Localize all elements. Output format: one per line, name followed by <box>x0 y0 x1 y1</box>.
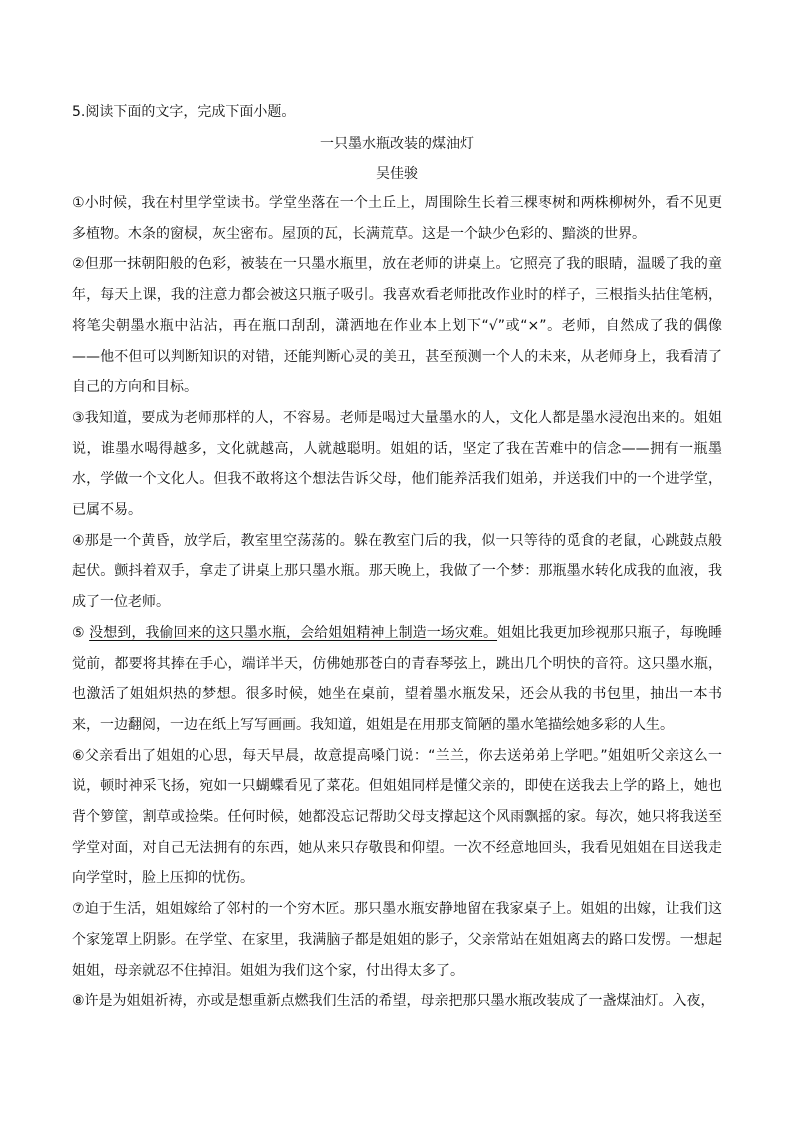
paragraph-6: ⑥父亲看出了姐姐的心思，每天早晨，故意提高嗓门说：“兰兰，你去送弟弟上学吧。”姐姐听父亲这么一说，顿时神采飞扬，宛如一只蝴蝶看见了菜花。但姐姐同样是懂父亲的，即使在送我去上学的路上，她也背个箩筐，割草或捡柴。任何时候，她都没忘记帮助父母支撑起这个风雨飘摇的家。每次，她只将我送至学堂对面，对自己无法拥有的东西，她从来只存敬畏和仰望。一次不经意地回头，我看见姐姐在目送我走向学堂时，脸上压抑的忧伤。 <box>72 747 722 887</box>
article-title: 一只墨水瓶改装的煤油灯 <box>320 136 474 152</box>
article-author: 吴佳骏 <box>376 166 418 182</box>
paragraph-8: ⑧许是为姐姐祈祷，亦或是想重新点燃我们生活的希望，母亲把那只墨水瓶改装成了一盏煤油灯。入夜， <box>72 993 715 1010</box>
underlined-sentence: 没想到，我偷回来的这只墨水瓶，会给姐姐精神上制造一场灾难。 <box>89 624 498 641</box>
question-prompt: 5.阅读下面的文字，完成下面小题。 <box>72 104 296 120</box>
paragraph-5-number: ⑤ <box>72 624 85 641</box>
paragraph-1: ①小时候，我在村里学堂读书。学堂坐落在一个土丘上，周围除生长着三棵枣树和两株柳树外，看不见更多植物。木条的窗棂，灰尘密布。屋顶的瓦，长满荒草。这是一个缺少色彩的、黯淡的世界。 <box>72 195 722 242</box>
paragraph-3: ③我知道，要成为老师那样的人，不容易。老师是喝过大量墨水的人，文化人都是墨水浸泡出来的。姐姐说，谁墨水喝得越多，文化就越高，人就越聪明。姐姐的话，坚定了我在苦难中的信念——拥有一瓶墨水，学做一个文化人。但我不敢将这个想法告诉父母，他们能养活我们姐弟，并送我们中的一个进学堂，已属不易。 <box>72 409 722 519</box>
paragraph-5-body: 姐姐比我更加珍视那只瓶子，每晚睡觉前，都要将其捧在手心，端详半天，仿佛她那苍白的青春琴弦上，跳出几个明快的音符。这只墨水瓶，也激活了姐姐炽热的梦想。很多时候，她坐在桌前，望着墨水瓶发呆，还会从我的书包里，抽出一本书来，一边翻阅，一边在纸上写写画画。我知道，姐姐是在用那支简陋的墨水笔描绘她多彩的人生。 <box>72 624 723 733</box>
paragraph-7: ⑦迫于生活，姐姐嫁给了邻村的一个穷木匠。那只墨水瓶安静地留在我家桌子上。姐姐的出嫁，让我们这个家笼罩上阴影。在学堂、在家里，我满脑子都是姐姐的影子，父亲常站在姐姐离去的路口发愣。一想起姐姐，母亲就忍不住掉泪。姐姐为我们这个家，付出得太多了。 <box>72 901 722 979</box>
paragraph-5 <box>72 618 722 741</box>
paragraph-2: ②但那一抹朝阳般的色彩，被装在一只墨水瓶里，放在老师的讲桌上。它照亮了我的眼睛，温暖了我的童年，每天上课，我的注意力都会被这只瓶子吸引。我喜欢看老师批改作业时的样子，三根指头拈住笔柄，将笔尖朝墨水瓶中沾沾，再在瓶口刮刮，潇洒地在作业本上划下“√”或“×”。老师，自然成了我的偶像——他不但可以判断知识的对错，还能判断心灵的美丑，甚至预测一个人的未来，从老师身上，我看清了自己的方向和目标。 <box>72 256 722 396</box>
paragraph-4: ④那是一个黄昏，放学后，教室里空荡荡的。躲在教室门后的我，似一只等待的觅食的老鼠，心跳鼓点般起伏。颤抖着双手，拿走了讲桌上那只墨水瓶。那天晚上，我做了一个梦：那瓶墨水转化成我的血液，我成了一位老师。 <box>72 532 722 611</box>
